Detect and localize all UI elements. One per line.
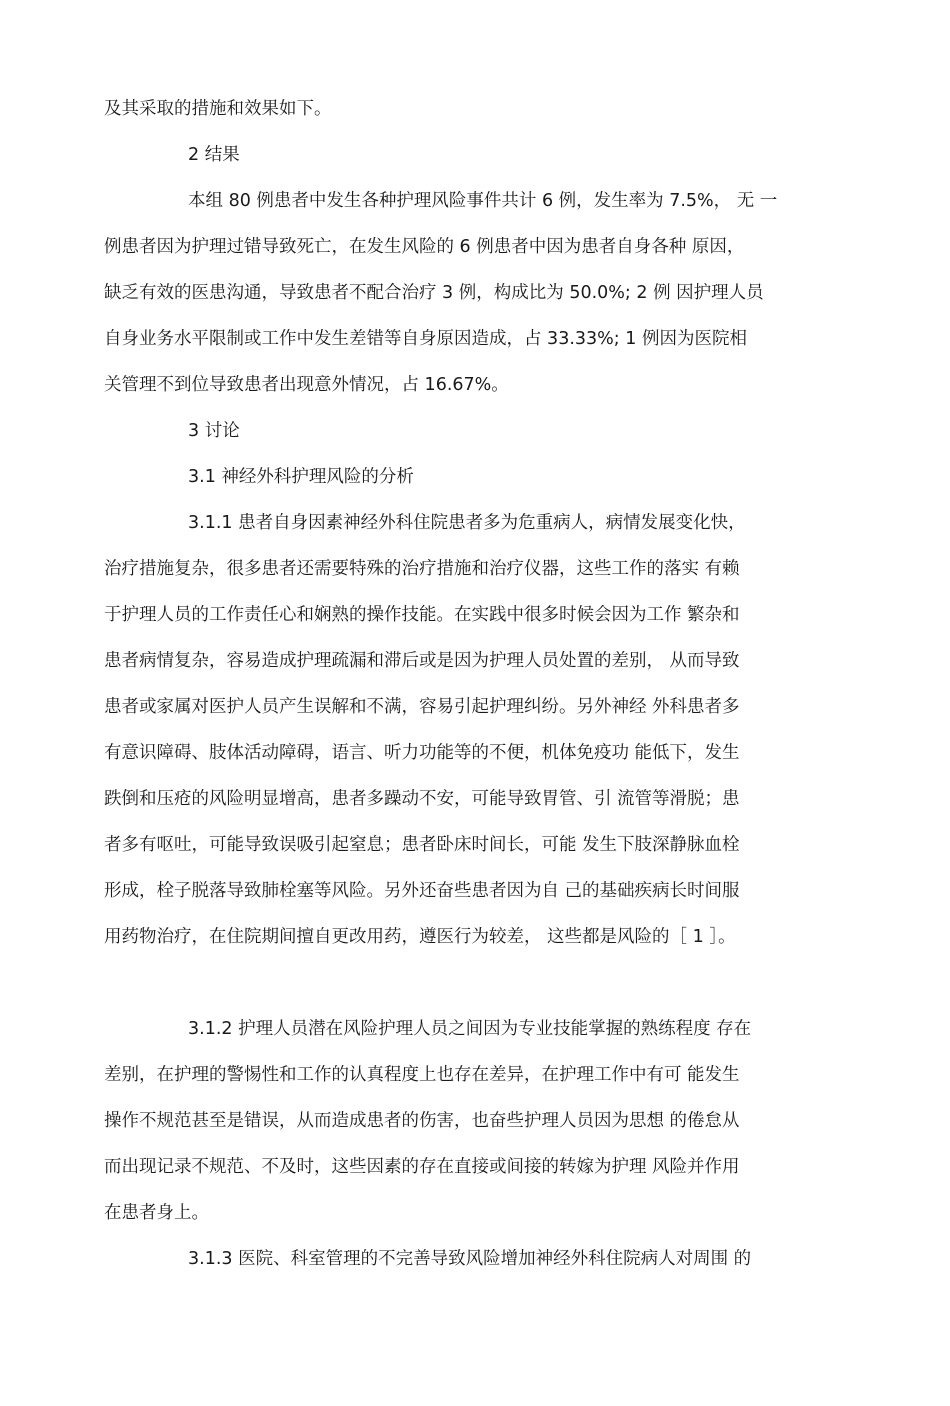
paragraph-line: 3.1.3 医院、科室管理的不完善导致风险增加神经外科住院病人对周围 的 — [188, 1249, 752, 1269]
section-heading-discussion: 3 讨论 — [188, 421, 240, 441]
paragraph-line: 有意识障碍、肢体活动障碍，语言、听力功能等的不便，机体免疫功 能低下，发生 — [104, 743, 740, 763]
paragraph-line: 在患者身上。 — [104, 1203, 209, 1223]
paragraph-line: 自身业务水平限制或工作中发生差错等自身原因造成，占 33.33%; 1 例因为医院相 — [104, 329, 747, 349]
document-page — [104, 86, 846, 1282]
paragraph-line: 形成，栓子脱落导致肺栓塞等风险。另外还奋些患者因为自 己的基础疾病长时间服 — [104, 881, 740, 901]
paragraph-line: 本组 80 例患者中发生各种护理风险事件共计 6 例，发生率为 7.5%， 无 一 — [188, 191, 778, 211]
paragraph-line: 及其采取的措施和效果如下。 — [104, 99, 332, 119]
paragraph-line: 于护理人员的工作责任心和娴熟的操作技能。在实践中很多时候会因为工作 繁杂和 — [104, 605, 740, 625]
paragraph-line: 而出现记录不规范、不及时，这些因素的存在直接或间接的转嫁为护理 风险并作用 — [104, 1157, 740, 1177]
paragraph-line: 缺乏有效的医患沟通，导致患者不配合治疗 3 例，构成比为 50.0%; 2 例 因护理人员 — [104, 283, 764, 303]
blank-line — [104, 960, 846, 1006]
paragraph-line: 患者或家属对医护人员产生误解和不满，容易引起护理纠纷。另外神经 外科患者多 — [104, 697, 740, 717]
paragraph-line: 患者病情复杂，容易造成护理疏漏和滞后或是因为护理人员处置的差别， 从而导致 — [104, 651, 740, 671]
paragraph-line: 跌倒和压疮的风险明显增高，患者多躁动不安，可能导致胃管、引 流管等滑脱；患 — [104, 789, 740, 809]
paragraph-line: 关管理不到位导致患者出现意外情况，占 16.67%。 — [104, 375, 509, 395]
paragraph-line: 差别，在护理的警惕性和工作的认真程度上也存在差异，在护理工作中有可 能发生 — [104, 1065, 740, 1085]
paragraph-line: 治疗措施复杂，很多患者还需要特殊的治疗措施和治疗仪器，这些工作的落实 有赖 — [104, 559, 740, 579]
paragraph-line: 操作不规范甚至是错误，从而造成患者的伤害，也奋些护理人员因为思想 的倦怠从 — [104, 1111, 740, 1131]
paragraph-line: 3.1.1 患者自身因素神经外科住院患者多为危重病人，病情发展变化快， — [188, 513, 746, 533]
paragraph-line: 用药物治疗，在住院期间擅自更改用药，遵医行为较差， 这些都是风险的［ 1 ］。 — [104, 927, 736, 947]
paragraph-line: 例患者因为护理过错导致死亡，在发生风险的 6 例患者中因为患者自身各种 原因， — [104, 237, 745, 257]
subsection-heading: 3.1 神经外科护理风险的分析 — [188, 467, 414, 487]
paragraph-line: 3.1.2 护理人员潜在风险护理人员之间因为专业技能掌握的熟练程度 存在 — [188, 1019, 752, 1039]
paragraph-line: 者多有呕吐，可能导致误吸引起窒息；患者卧床时间长，可能 发生下肢深静脉血栓 — [104, 835, 740, 855]
section-heading-results: 2 结果 — [188, 145, 240, 165]
